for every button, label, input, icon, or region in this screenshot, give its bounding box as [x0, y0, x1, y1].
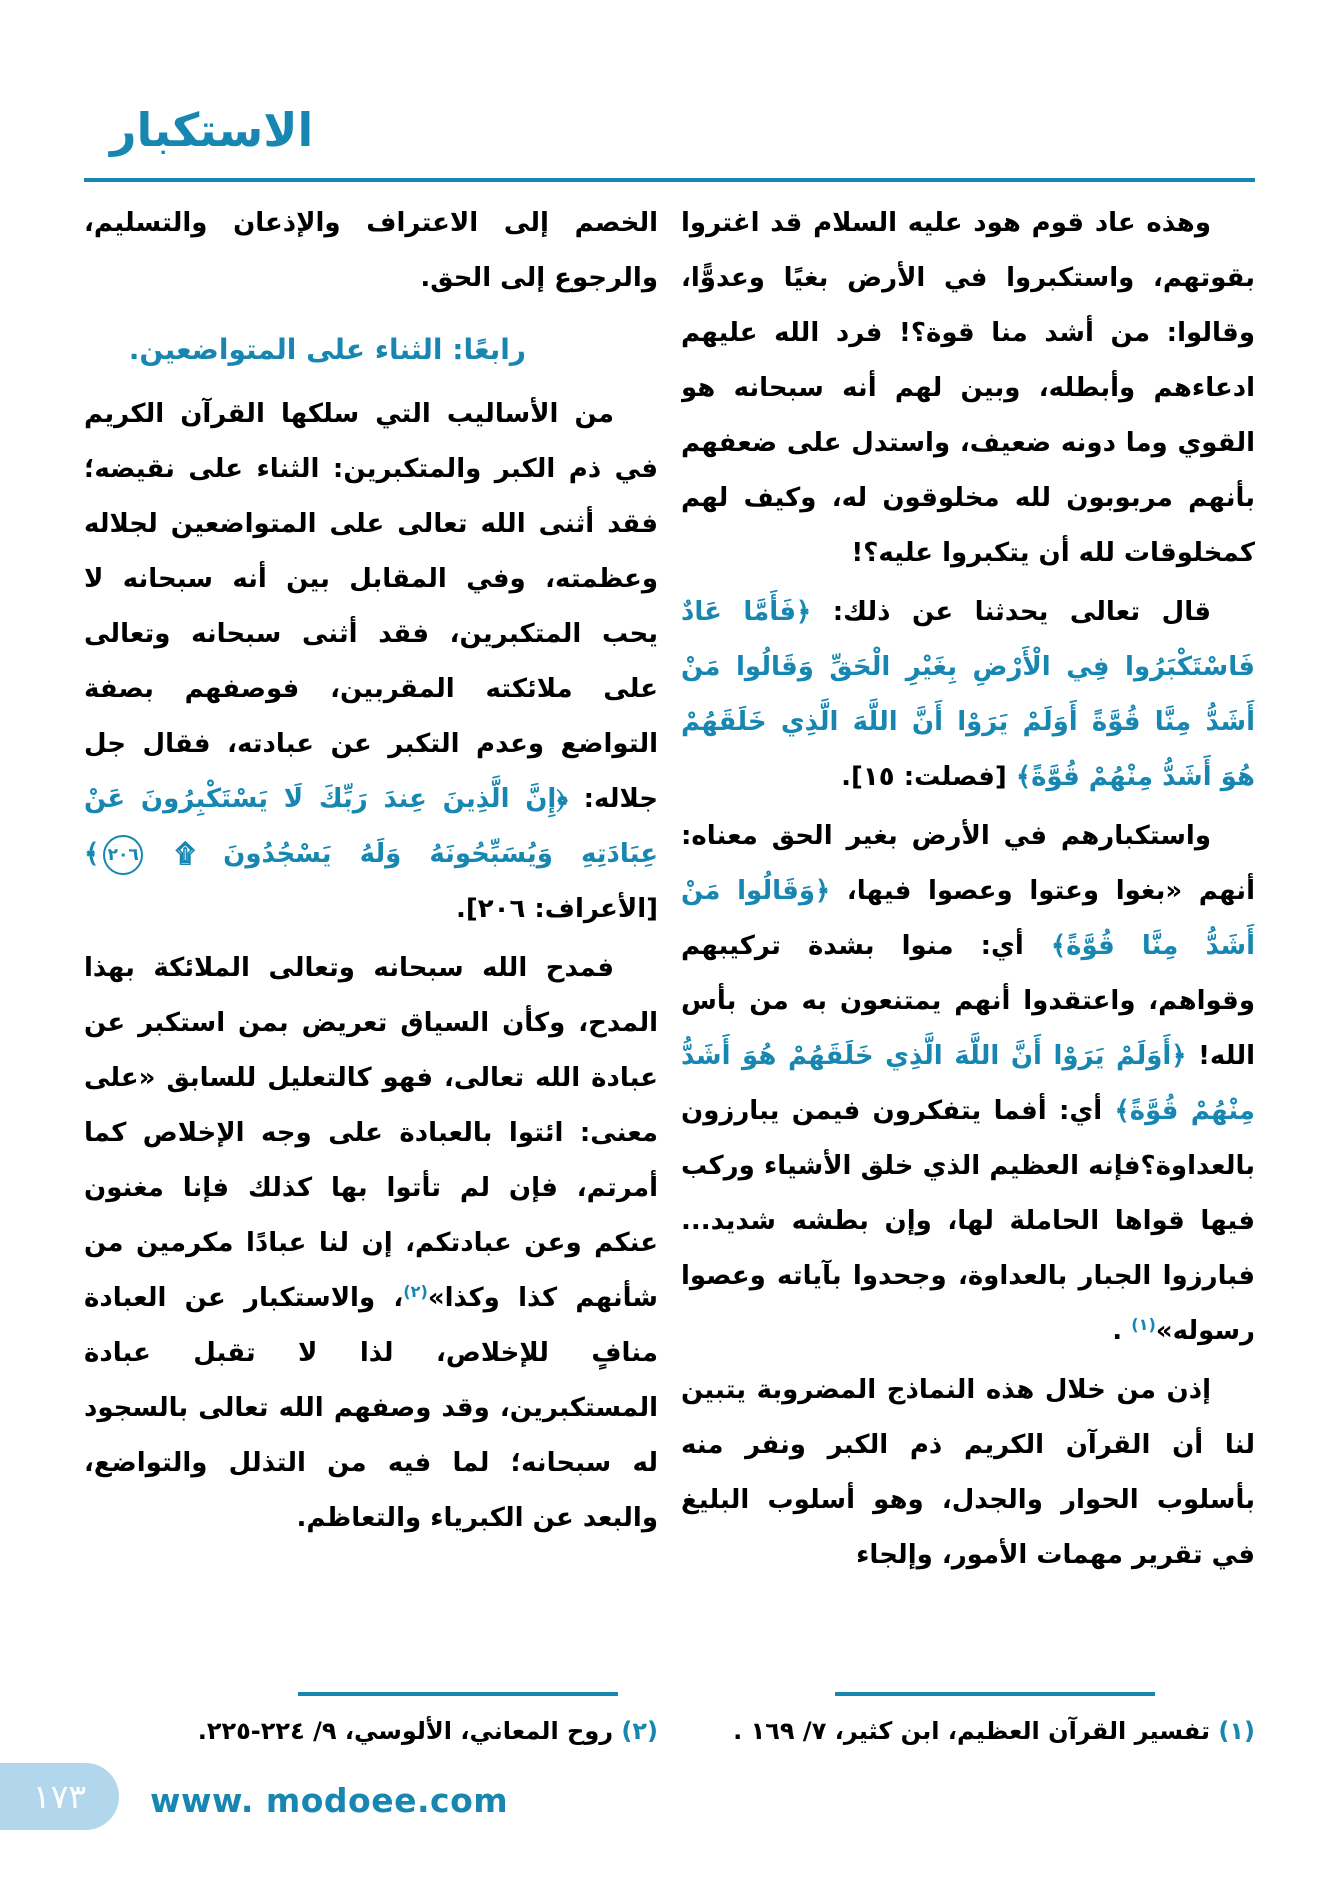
body-text: . [1112, 1316, 1132, 1346]
website-link[interactable]: www. modoee.com [150, 1781, 509, 1820]
paragraph [84, 196, 658, 306]
section-heading [84, 322, 658, 377]
body-text: [فصلت: ١٥]. [841, 762, 1016, 792]
footnote-2-body: روح المعاني، الألوسي، ٩/ ٢٢٤-٢٢٥. [197, 1717, 622, 1745]
body-text: قال تعالى يحدثنا عن ذلك: [811, 597, 1211, 627]
footnote-ref-marker: (٢) [403, 1282, 428, 1302]
body-text: من الأساليب التي سلكها القرآن الكريم في ذم الكبر والمتكبرين: الثناء على نقيضه؛ فقد أثنى الله تعالى على المتواضعين لجلاله وعظمته، وفي المقابل بين أنه سبحانه لا يحب المتكبرين، فقد أثنى سبحانه وتعالى على ملائكته المقربين، فوصفهم بصفة التواضع وعدم التكبر عن عبادته، فقال جل جلاله: [84, 399, 658, 814]
quran-verse: ﴾ [84, 839, 100, 869]
footnote-1 [681, 1692, 1255, 1750]
page-number: ١٧٣ [32, 1777, 87, 1816]
header-rule [84, 178, 1255, 182]
quran-verse: ﴿فَأَمَّا عَادٌ فَاسْتَكْبَرُوا فِي الْأَرْضِ بِغَيْرِ الْحَقِّ وَقَالُوا مَنْ أَشَدُّ مِنَّا قُوَّةً أَوَلَمْ يَرَوْا أَنَّ اللَّهَ الَّذِي خَلَقَهُمْ هُوَ أَشَدُّ مِنْهُمْ قُوَّةً﴾ [681, 597, 1255, 792]
page-header-title: الاستكبار [110, 103, 314, 157]
paragraph [681, 196, 1255, 581]
body-text: [الأعراف: ٢٠٦]. [455, 894, 658, 924]
paragraph [84, 941, 658, 1546]
body-text: أي: أفما يتفكرون فيمن يبارزون بالعداوة؟فإنه العظيم الذي خلق الأشياء وركب فيها قواها الحاملة لها، وإن بطشه شديد... فبارزوا الجبار بالعداوة، وجحدوا بآياته وعصوا رسوله» [681, 1096, 1255, 1346]
paragraph [84, 387, 658, 937]
footnote-2 [84, 1692, 658, 1750]
paragraph [681, 585, 1255, 805]
footnote-1-marker: (١) [1218, 1717, 1255, 1745]
footnotes-section [84, 1692, 1255, 1750]
left-column [84, 196, 658, 1674]
body-text: أي: منوا بشدة تركيبهم وقواهم، واعتقدوا أنهم يمتنعون به من بأس الله! [681, 931, 1255, 1071]
body-text: إذن من خلال هذه النماذج المضروبة يتبين لنا أن القرآن الكريم ذم الكبر ونفر منه بأسلوب الحوار والجدل، وهو أسلوب البليغ في تقرير مهمات الأمور، وإلجاء [681, 1375, 1255, 1570]
quran-verse: ﴿وَقَالُوا مَنْ أَشَدُّ مِنَّا قُوَّةً﴾ [681, 876, 1255, 961]
footnote-separator [835, 1692, 1155, 1696]
body-text: رابعًا: الثناء على المتواضعين. [128, 333, 526, 366]
aya-number-badge: ٢٠٦ [103, 835, 143, 875]
body-text: فمدح الله سبحانه وتعالى الملائكة بهذا المدح، وكأن السياق تعريض بمن استكبر عن عبادة الله تعالى، فهو كالتعليل للسابق «على معنى: ائتوا بالعبادة على وجه الإخلاص كما أمرتم، فإن لم تأتوا بها كذلك فإنا مغنون عنكم وعن عبادتكم، إن لنا عبادًا مكرمين من شأنهم كذا وكذا» [84, 953, 658, 1313]
body-text: ، والاستكبار عن العبادة منافٍ للإخلاص، لذا لا تقبل عبادة المستكبرين، وقد وصفهم الله تعالى بالسجود له سبحانه؛ لما فيه من التذلل والتواضع، والبعد عن الكبرياء والتعاظم. [84, 1283, 658, 1533]
page-body [84, 196, 1255, 1674]
page-number-pill [0, 1763, 119, 1830]
body-text: وهذه عاد قوم هود عليه السلام قد اغتروا بقوتهم، واستكبروا في الأرض بغيًا وعدوًّا، وقالوا: من أشد منا قوة؟! فرد الله عليهم ادعاءهم وأبطله، وبين لهم أنه سبحانه هو القوي وما دونه ضعيف، واستدل على ضعفهم بأنهم مربوبون لله مخلوقون له، وكيف لهم كمخلوقات لله أن يتكبروا عليه؟! [681, 208, 1255, 568]
right-column [681, 196, 1255, 1674]
footnote-separator [298, 1692, 618, 1696]
quran-verse: ﴿إِنَّ الَّذِينَ عِندَ رَبِّكَ لَا يَسْتَكْبِرُونَ عَنْ عِبَادَتِهِ وَيُسَبِّحُونَهُ وَلَهُ يَسْجُدُونَ ۩ [84, 784, 658, 869]
footnote-ref-marker: (١) [1131, 1315, 1156, 1335]
body-text: واستكبارهم في الأرض بغير الحق معناه: أنهم «بغوا وعتوا وعصوا فيها، [681, 821, 1255, 906]
footnote-1-text [681, 1712, 1255, 1750]
body-text: الخصم إلى الاعتراف والإذعان والتسليم، والرجوع إلى الحق. [84, 208, 658, 293]
footnote-2-marker: (٢) [621, 1717, 658, 1745]
footnote-1-body: تفسير القرآن العظيم، ابن كثير، ٧/ ١٦٩ . [733, 1717, 1219, 1745]
paragraph [681, 809, 1255, 1359]
paragraph [681, 1363, 1255, 1583]
footnote-2-text [84, 1712, 658, 1750]
quran-verse: ﴿أَوَلَمْ يَرَوْا أَنَّ اللَّهَ الَّذِي خَلَقَهُمْ هُوَ أَشَدُّ مِنْهُمْ قُوَّةً﴾ [681, 1041, 1255, 1126]
